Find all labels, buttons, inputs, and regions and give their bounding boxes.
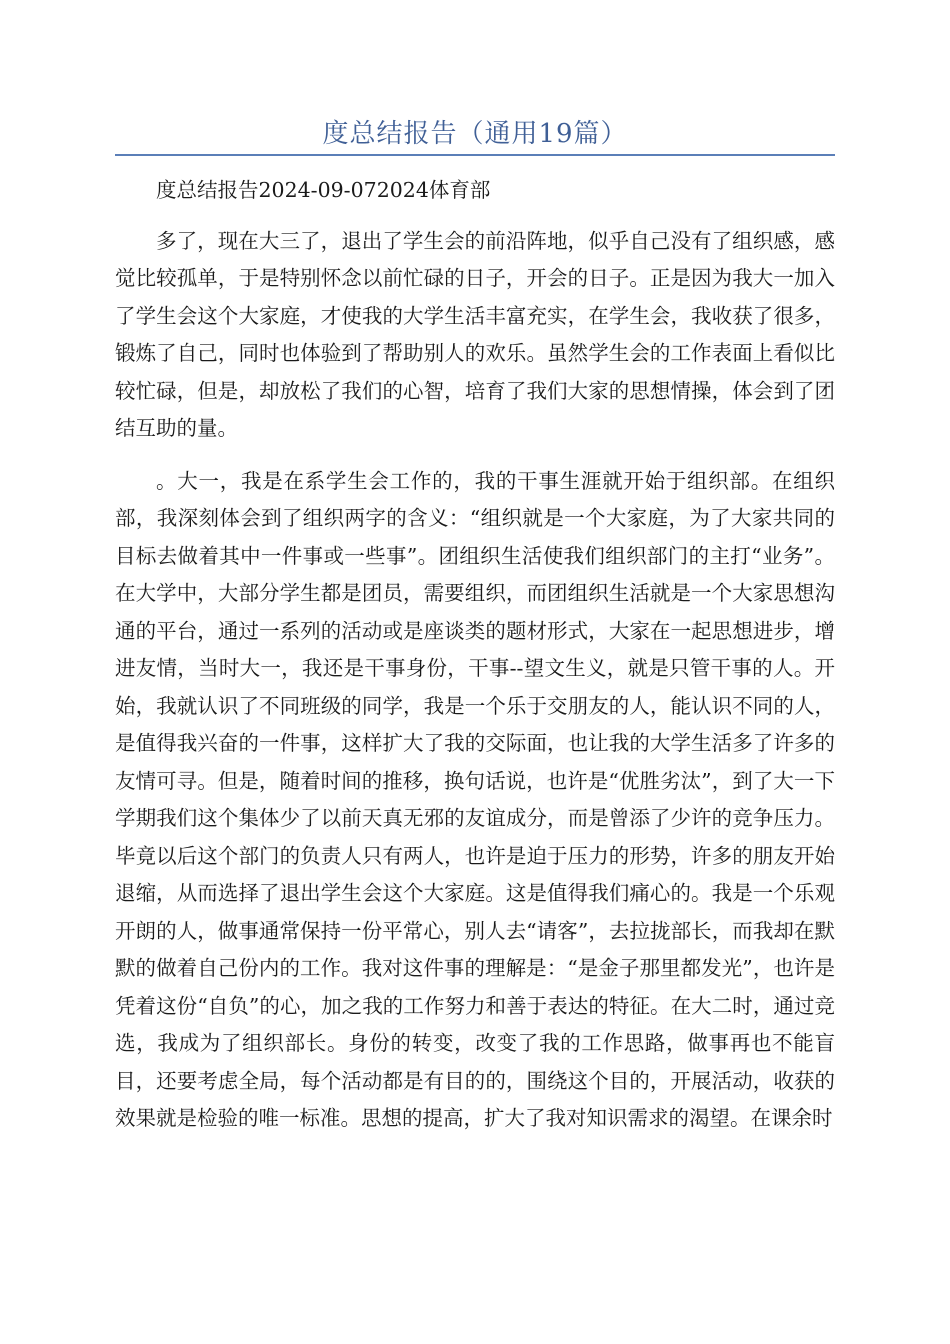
document-body	[115, 172, 835, 1138]
body-paragraph: 多了，现在大三了，退出了学生会的前沿阵地，似乎自己没有了组织感，感觉比较孤单，于是特别怀念以前忙碌的日子，开会的日子。正是因为我大一加入了学生会这个大家庭，才使我的大学生活丰富充实，在学生会，我收获了很多，锻炼了自己，同时也体验到了帮助别人的欢乐。虽然学生会的工作表面上看似比较忙碌，但是，却放松了我们的心智，培育了我们大家的思想情操，体会到了团结互助的量。	[115, 228, 835, 440]
title-underline	[115, 154, 835, 156]
document-title: 度总结报告（通用19篇）	[322, 119, 628, 149]
date-department-line: 度总结报告2024-09-072024体育部	[156, 178, 491, 202]
body-paragraph: 。大一，我是在系学生会工作的，我的干事生涯就开始于组织部。在组织部，我深刻体会到了组织两字的含义：“组织就是一个大家庭，为了大家共同的目标去做着其中一件事或一些事”。团组织生活使我们组织部门的主打“业务”。在大学中，大部分学生都是团员，需要组织，而团组织生活就是一个大家思想沟通的平台，通过一系列的活动或是座谈类的题材形式，大家在一起思想进步，增进友情，当时大一，我还是干事身份，干事--望文生义，就是只管干事的人。开始，我就认识了不同班级的同学，我是一个乐于交朋友的人，能认识不同的人，是值得我兴奋的一件事，这样扩大了我的交际面，也让我的大学生活多了许多的友情可寻。但是，随着时间的推移，换句话说，也许是“优胜劣汰”，到了大一下学期我们这个集体少了以前天真无邪的友谊成分，而是曾添了少许的竞争压力。毕竟以后这个部门的负责人只有两人，也许是迫于压力的形势，许多的朋友开始退缩，从而选择了退出学生会这个大家庭。这是值得我们痛心的。我是一个乐观开朗的人，做事通常保持一份平常心，别人去“请客”，去拉拢部长，而我却在默默的做着自己份内的工作。我对这件事的理解是：“是金子那里都发光”，也许是凭着这份“自负”的心，加之我的工作努力和善于表达的特征。在大二时，通过竞选，我成为了组织部长。身份的转变，改变了我的工作思路，做事再也不能盲目，还要考虑全局，每个活动都是有目的的，围绕这个目的，开展活动，收获的效果就是检验的唯一标准。思想的提高，扩大了我对知识需求的渴望。在课余时	[115, 468, 835, 1130]
